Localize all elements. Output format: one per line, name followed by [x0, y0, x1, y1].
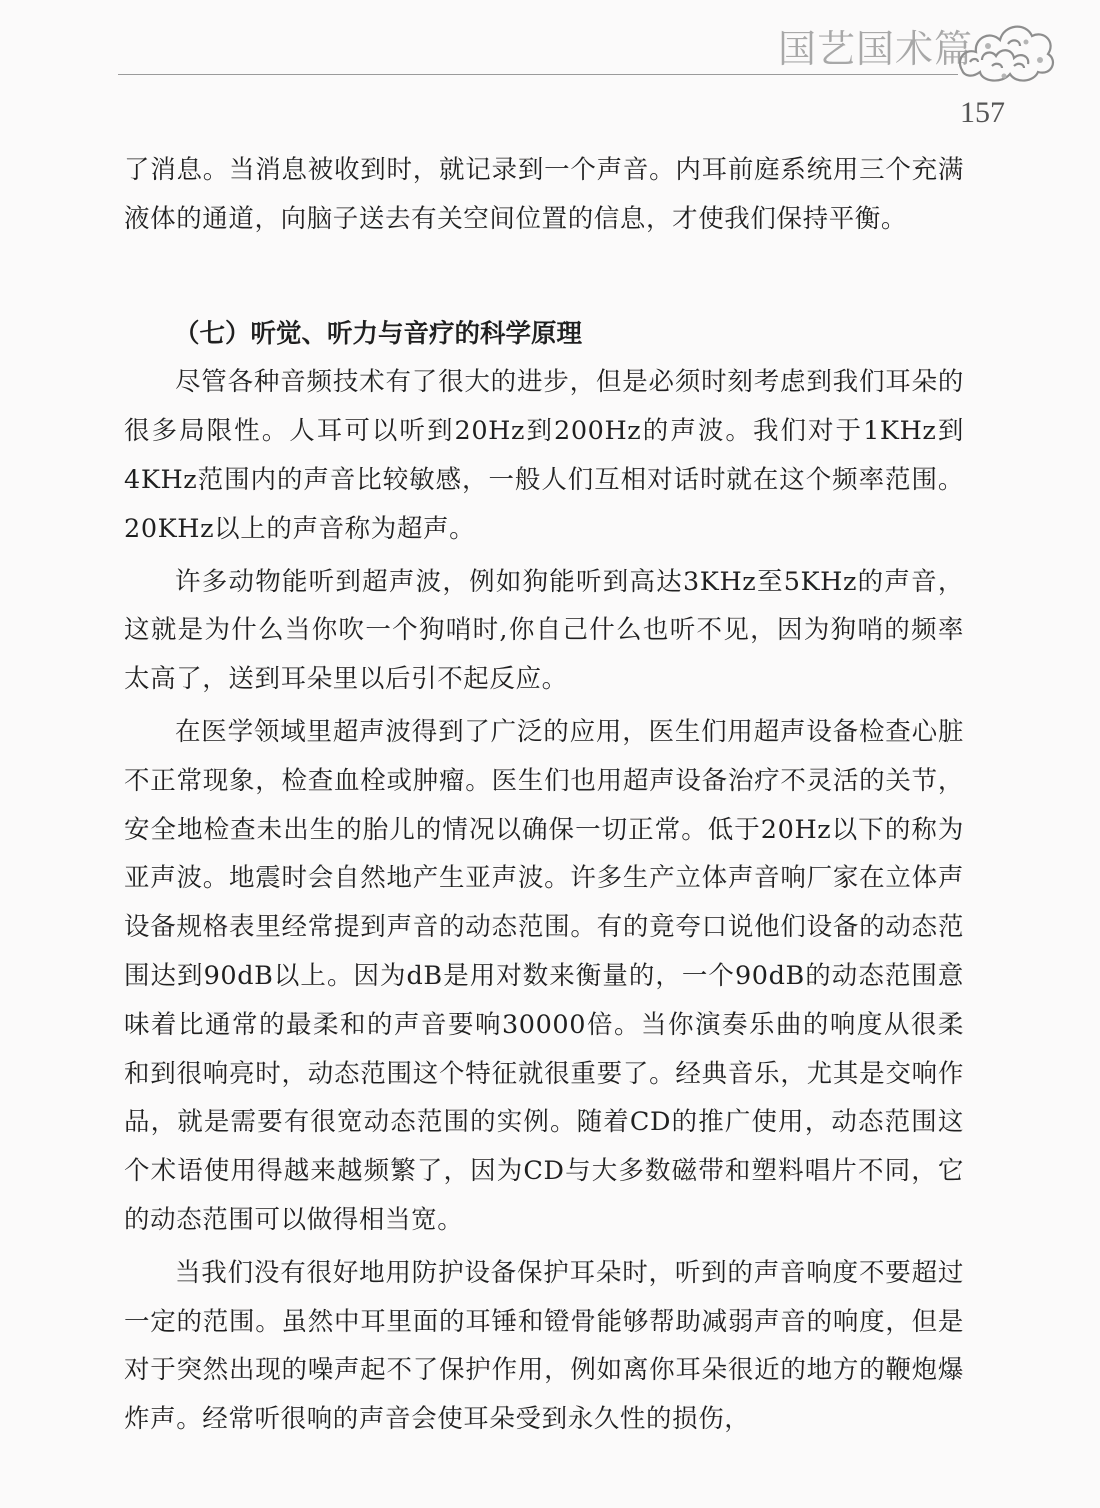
section-title: 国艺国术篇	[778, 27, 974, 71]
paragraph-2: 许多动物能听到超声波，例如狗能听到高达3KHz至5KHz的声音，这就是为什么当你吹一个狗哨时,你自己什么也听不见，因为狗哨的频率太高了，送到耳朵里以后引不起反应。	[124, 566, 964, 695]
paragraph-1: 尽管各种音频技术有了很大的进步，但是必须时刻考虑到我们耳朵的很多局限性。人耳可以听到20Hz到200Hz的声波。我们对于1KHz到4KHz范围内的声音比较敏感，一般人们互相对话时就在这个频率范围。20KHz以上的声音称为超声。	[124, 367, 964, 544]
continued-paragraph: 了消息。当消息被收到时，就记录到一个声音。内耳前庭系统用三个充满液体的通道，向脑子送去有关空间位置的信息，才使我们保持平衡。	[124, 155, 964, 234]
paragraph-3: 在医学领域里超声波得到了广泛的应用，医生们用超声设备检查心脏不正常现象，检查血栓或肿瘤。医生们也用超声设备治疗不灵活的关节，安全地检查未出生的胎儿的情况以确保一切正常。低于20Hz以下的称为亚声波。地震时会自然地产生亚声波。许多生产立体声音响厂家在立体声设备规格表里经常提到声音的动态范围。有的竟夸口说他们设备的动态范围达到90dB以上。因为dB是用对数来衡量的，一个90dB的动态范围意味着比通常的最柔和的声音要响30000倍。当你演奏乐曲的响度从很柔和到很响亮时，动态范围这个特征就很重要了。经典音乐，尤其是交响作品，就是需要有很宽动态范围的实例。随着CD的推广使用，动态范围这个术语使用得越来越频繁了，因为CD与大多数磁带和塑料唱片不同，它的动态范围可以做得相当宽。	[124, 716, 964, 1235]
header-rule	[118, 74, 958, 75]
section-heading: （七）听觉、听力与音疗的科学原理	[174, 318, 583, 349]
page-content	[124, 146, 964, 1444]
paragraph-4: 当我们没有很好地用防护设备保护耳朵时，听到的声音响度不要超过一定的范围。虽然中耳里面的耳锤和镫骨能够帮助减弱声音的响度，但是对于突然出现的噪声起不了保护作用，例如离你耳朵很近的地方的鞭炮爆炸声。经常听很响的声音会使耳朵受到永久性的损伤，	[124, 1257, 964, 1435]
cloud-ornament-icon	[952, 8, 1062, 90]
page-number: 157	[960, 96, 1005, 129]
